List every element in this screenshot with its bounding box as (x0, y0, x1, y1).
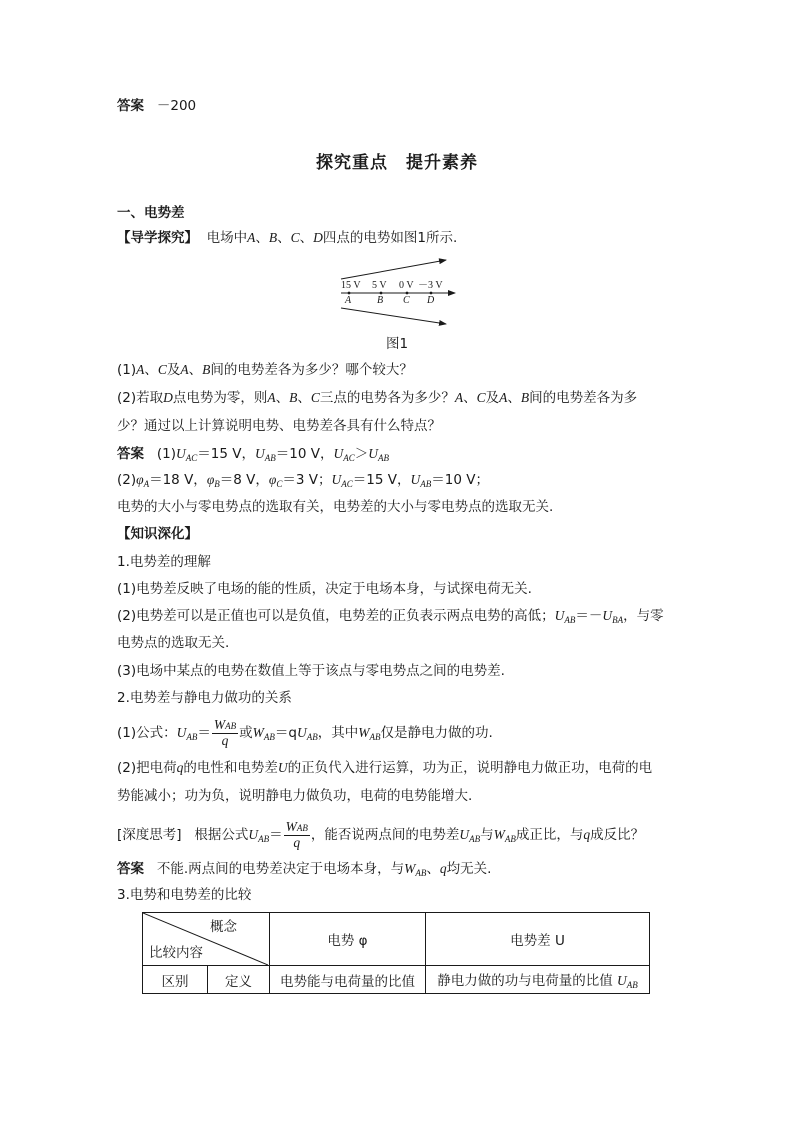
t: (2)把电荷 (117, 760, 177, 776)
dot-c (406, 292, 409, 295)
row-label: 区别 (143, 966, 208, 994)
answer-1 (117, 444, 389, 468)
t: U (296, 725, 307, 740)
t: AB (264, 453, 276, 463)
answer-label: 答案 (117, 98, 144, 114)
label-c: C (403, 295, 410, 306)
t: C (476, 390, 486, 405)
t: AB (186, 732, 198, 742)
t: B (289, 390, 298, 405)
label-a: A (345, 295, 352, 306)
label-d: D (427, 295, 435, 306)
t: ＝15 V， (197, 446, 255, 462)
t: 静电力做的功与电荷量的比值 (437, 973, 618, 989)
answer-value: －200 (156, 98, 197, 114)
point-1: (1)电势差反映了电场的能的性质，决定于电场本身，与试探电荷无关. (117, 581, 532, 597)
heading-3: 3.电势和电势差的比较 (117, 887, 252, 903)
t: U (254, 446, 265, 461)
t: 、 (463, 390, 477, 406)
field-line-top (341, 260, 446, 279)
t: 间的电势差各为多 (529, 390, 638, 406)
point-2 (117, 606, 664, 630)
heading-potential-difference: 一、电势差 (117, 205, 185, 221)
t: 、 (144, 362, 158, 378)
text: 电场中 (206, 230, 248, 246)
t: 三点的电势各为多少？ (319, 390, 455, 406)
t: 间的电势差各为多少？哪个较大？ (210, 362, 413, 378)
pt-d: D (313, 230, 323, 245)
t: (1)公式： (117, 725, 177, 741)
t: ＝18 V， (149, 472, 207, 488)
t: U (602, 608, 613, 623)
t: U (368, 446, 378, 461)
t: U (331, 472, 342, 487)
t: U (176, 725, 187, 740)
t: AB (504, 834, 516, 844)
t: AB (306, 732, 318, 742)
answer-2 (117, 470, 489, 494)
t: U (410, 472, 421, 487)
t: ＝ (269, 827, 283, 843)
t: AB (369, 732, 381, 742)
sep: 、 (277, 230, 291, 246)
answer-label: 答案 (117, 861, 144, 877)
diagonal-header (143, 913, 269, 965)
t: AB (296, 823, 308, 833)
sep: 、 (255, 230, 269, 246)
table-header-row (143, 913, 650, 966)
potential-b: 5 V (372, 280, 387, 291)
t: D (163, 390, 173, 405)
deep-think-answer (117, 859, 491, 883)
t: B (520, 390, 530, 405)
t: W (213, 717, 226, 732)
t: ＝q (274, 725, 297, 741)
col-header-potential-difference: 电势差 U (426, 913, 650, 966)
t: 点电势为零，则 (172, 390, 268, 406)
t: q (176, 760, 184, 775)
t: 仅是静电力做的功. (380, 725, 493, 741)
t: AB (263, 732, 275, 742)
t: C (276, 479, 283, 489)
comparison-table (142, 912, 650, 994)
t: AB (377, 453, 389, 463)
t: W (358, 725, 370, 740)
t: ，其中 (317, 725, 359, 741)
knowledge-tag: 【知识深化】 (117, 526, 198, 542)
potential-a: 15 V (341, 280, 361, 291)
t: U (554, 608, 565, 623)
t: W (404, 861, 416, 876)
sep: 、 (299, 230, 314, 246)
question-2-line-2: 少？通过以上计算说明电势、电势差各具有什么特点？ (117, 418, 441, 434)
corner-bottom: 比较内容 (149, 945, 203, 961)
dot-b (380, 292, 383, 295)
t: B (214, 479, 220, 489)
t: AB (420, 479, 432, 489)
text: 四点的电势如图1所示. (322, 230, 458, 246)
point-2-line-2: 电势点的选取无关. (117, 635, 230, 651)
t: q (583, 827, 591, 842)
t: (1) (117, 362, 137, 378)
t: 成反比？ (590, 827, 645, 843)
t: A (180, 362, 189, 377)
t: A (499, 390, 508, 405)
t: A (143, 479, 150, 489)
t: AB (258, 834, 270, 844)
point-5 (117, 758, 652, 778)
t: ，与零 (623, 608, 664, 624)
t: ＝－ (575, 608, 603, 624)
t: 、 (275, 390, 290, 406)
t: U (248, 827, 259, 842)
t: 及 (485, 390, 500, 406)
answer-3: 电势的大小与零电势点的选取有关，电势差的大小与零电势点的选取无关. (117, 499, 554, 515)
col-header-potential: 电势 φ (270, 913, 426, 966)
t: ＝10 V， (275, 446, 334, 462)
t: 、 (297, 390, 311, 406)
t: φ (136, 472, 144, 487)
corner-top: 概念 (210, 919, 237, 935)
t: U (617, 973, 627, 988)
t: A (267, 390, 276, 405)
fraction-w-over-q (212, 718, 238, 748)
t: U (333, 446, 344, 461)
heading-2: 2.电势差与静电力做功的关系 (117, 690, 292, 706)
potential-c: 0 V (399, 280, 414, 291)
formula-line (117, 718, 493, 752)
top-answer (117, 96, 196, 116)
t: A (454, 390, 464, 405)
t: ，能否说两点间的电势差 (310, 827, 460, 843)
label-b: B (377, 295, 384, 306)
t: AB (564, 615, 576, 625)
question-2 (117, 388, 637, 408)
t: ＞ (354, 446, 369, 462)
t: φ (206, 472, 215, 487)
t: BA (612, 615, 624, 625)
t: C (310, 390, 320, 405)
t: B (202, 362, 211, 377)
point-5-line-2: 势能减小；功为负，说明静电力做负功，电荷的电势能增大. (117, 788, 473, 804)
pt-b: B (268, 230, 278, 245)
t: 、 (188, 362, 203, 378)
deep-think (117, 820, 644, 854)
t: AB (626, 980, 638, 990)
t: ＝ (197, 725, 211, 741)
t: q (439, 861, 447, 876)
cell-potential-definition: 电势能与电荷量的比值 (270, 966, 426, 994)
figure-caption: 图1 (385, 336, 409, 352)
t: ＝15 V， (352, 472, 411, 488)
t: 的正负代入进行运算，功为正，说明静电力做正功，电荷的电 (287, 760, 653, 776)
t: W (285, 819, 297, 834)
t: (2)若取 (117, 390, 164, 406)
fraction-w-over-q (284, 820, 310, 850)
t: q (293, 835, 301, 850)
t: C (157, 362, 167, 377)
t: ＝3 V； (282, 472, 332, 488)
field-line-bottom (341, 308, 446, 324)
t: AB (469, 834, 481, 844)
t: φ (268, 472, 277, 487)
t: 均无关. (446, 861, 492, 877)
think-tag: [深度思考] (117, 827, 182, 843)
t: W (493, 827, 505, 842)
corner-cell (143, 913, 270, 966)
t: 、 (426, 861, 440, 877)
section-title: 探究重点 提升素养 (316, 153, 478, 173)
t: q (221, 733, 229, 748)
t: 的电性和电势差 (183, 760, 278, 776)
t: 、 (507, 390, 521, 406)
row-sublabel: 定义 (208, 966, 270, 994)
answer-label: 答案 (117, 446, 144, 462)
intro-line (117, 228, 457, 248)
t: 成正比，与 (515, 827, 584, 843)
t: AB (415, 868, 427, 878)
t: W (252, 725, 264, 740)
pt-c: C (290, 230, 300, 245)
dot-a (348, 292, 351, 295)
table-row (143, 966, 650, 994)
potential-d: －3 V (418, 280, 443, 291)
t: 与 (480, 827, 494, 843)
intro-tag: 【导学探究】 (117, 230, 198, 246)
pt-a: A (247, 230, 256, 245)
cell-difference-definition (426, 966, 650, 994)
t: 根据公式 (194, 827, 249, 843)
t: ＝8 V， (219, 472, 269, 488)
t: (2)电势差可以是正值也可以是负值，电势差的正负表示两点电势的高低； (117, 608, 555, 624)
t: AC (185, 453, 198, 463)
question-1 (117, 360, 413, 380)
dot-d (430, 292, 433, 295)
t: 及 (166, 362, 181, 378)
heading-1: 1.电势差的理解 (117, 554, 211, 570)
point-3: (3)电场中某点的电势在数值上等于该点与零电势点之间的电势差. (117, 663, 505, 679)
t: U (176, 446, 186, 461)
t: 或 (239, 725, 253, 741)
t: AC (343, 453, 355, 463)
t: A (136, 362, 145, 377)
t: (2) (117, 472, 137, 488)
t: U (459, 827, 470, 842)
t: AB (225, 721, 237, 731)
t: ＝10 V； (431, 472, 489, 488)
figure-1-field-lines (0, 252, 794, 342)
t: 不能.两点间的电势差决定于电场本身，与 (156, 861, 405, 877)
t: (1) (156, 446, 176, 462)
t: AC (341, 479, 353, 489)
t: U (277, 760, 288, 775)
